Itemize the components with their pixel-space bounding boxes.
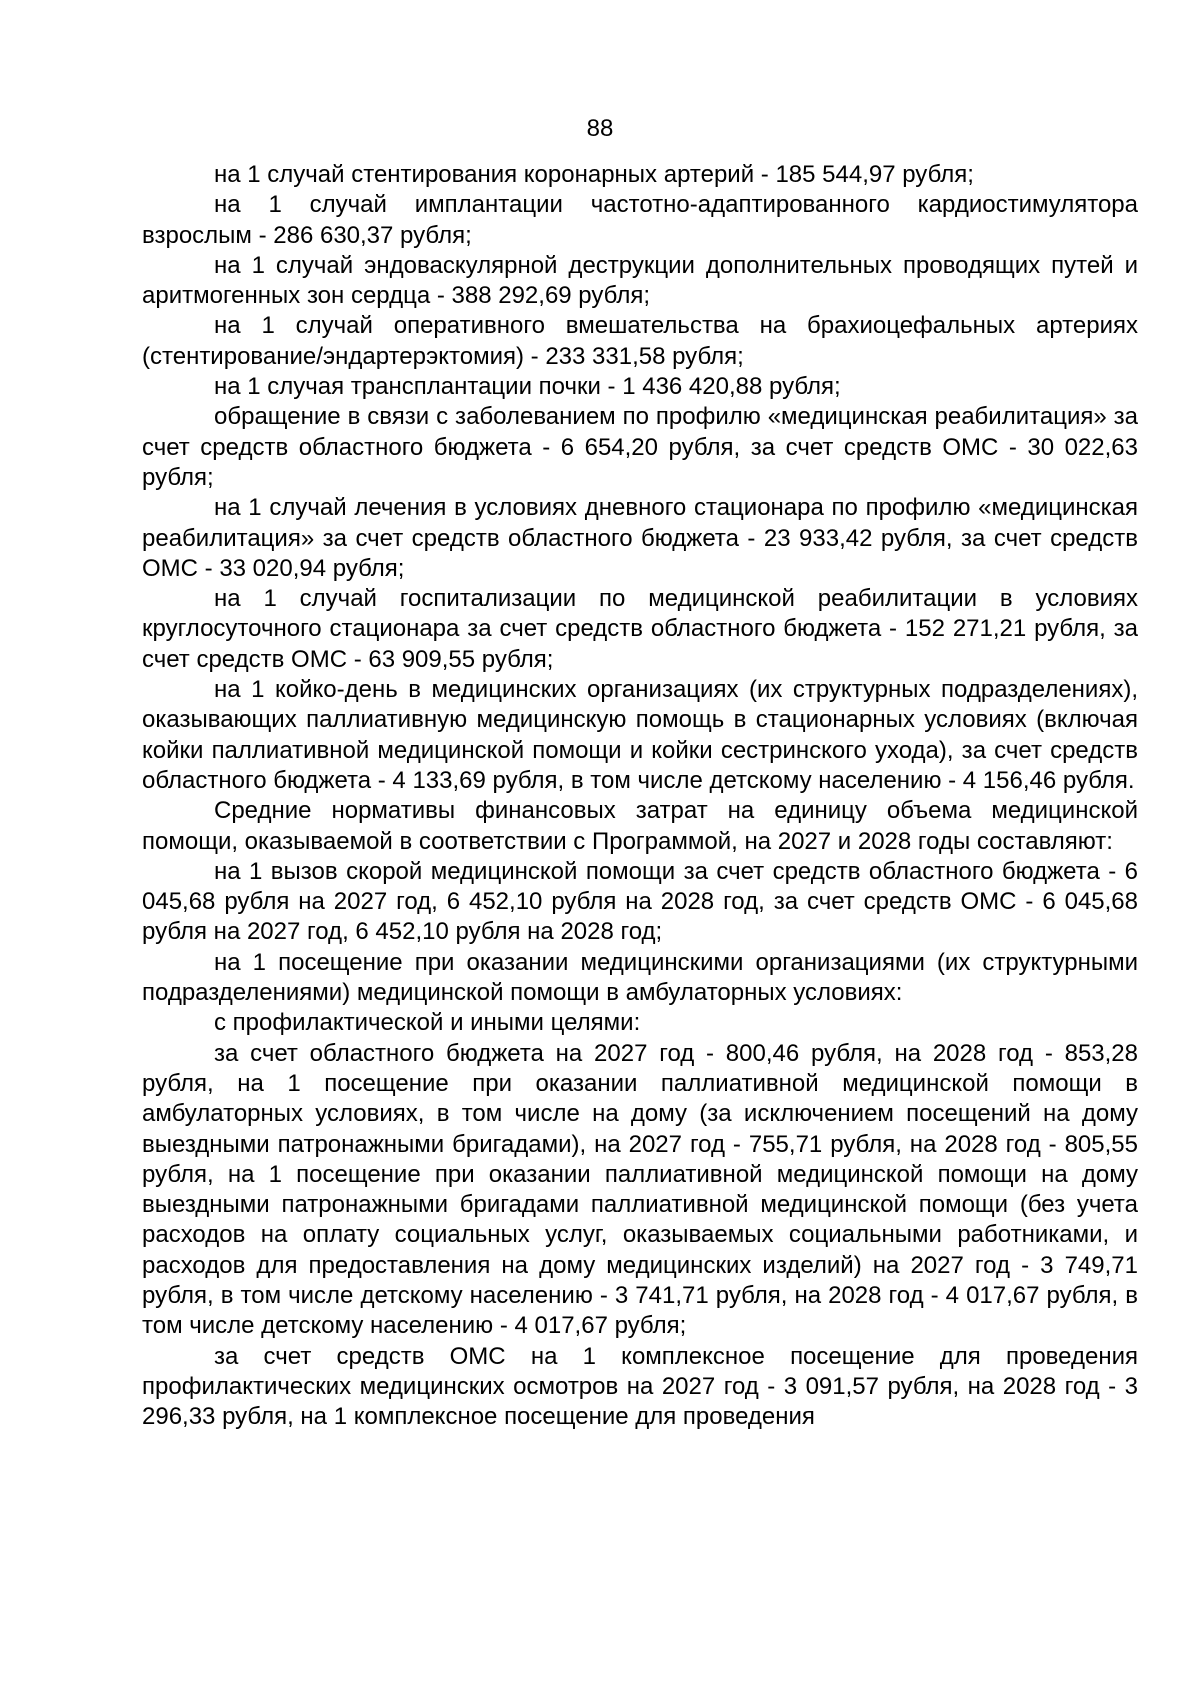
paragraph-brachiocephalic-surgery: на 1 случай оперативного вмешательства на брахиоцефальных артериях (стентирование/эндартерэктомия) - 233 331,58 рубля;	[142, 312, 1138, 370]
paragraph-palliative-bed-day: на 1 койко-день в медицинских организациях (их структурных подразделениях), оказывающих паллиативную медицинскую помощь в стационарных условиях (включая койки паллиативной медицинской помощи и койки сестринского ухода), за счет средств областного бюджета - 4 133,69 рубля, в том числе детскому населению - 4 156,46 рубля.	[142, 676, 1138, 794]
paragraph-day-hospital-rehabilitation: на 1 случай лечения в условиях дневного стационара по профилю «медицинская реабилитация» за счет средств областного бюджета - 23 933,42 рубля, за счет средств ОМС - 33 020,94 рубля;	[142, 494, 1138, 582]
paragraph-regional-budget-visits: за счет областного бюджета на 2027 год - 800,46 рубля, на 2028 год - 853,28 рубля, на 1 посещение при оказании паллиативной медицинской помощи в амбулаторных условиях, в том числе на дому (за исключением посещений на дому выездными патронажными бригадами), на 2027 год - 755,71 рубля, на 2028 год - 805,55 рубля, на 1 посещение при оказании паллиативной медицинской помощи на дому выездными патронажными бригадами паллиативной медицинской помощи (без учета расходов на оплату социальных услуг, оказываемых социальными работниками, и расходов для предоставления на дому медицинских изделий) на 2027 год - 3 749,71 рубля, в том числе детскому населению - 3 741,71 рубля, на 2028 год - 4 017,67 рубля, в том числе детскому населению - 4 017,67 рубля;	[142, 1039, 1138, 1340]
paragraph-rehabilitation-visit: обращение в связи с заболеванием по профилю «медицинская реабилитация» за счет средств областного бюджета - 6 654,20 рубля, за счет средств ОМС - 30 022,63 рубля;	[142, 403, 1138, 491]
paragraph-average-standards-intro: Средние нормативы финансовых затрат на единицу объема медицинской помощи, оказываемой в соответствии с Программой, на 2027 и 2028 годы составляют:	[142, 797, 1138, 855]
page-number: 88	[586, 115, 614, 142]
paragraph-ambulance-call: на 1 вызов скорой медицинской помощи за счет средств областного бюджета - 6 045,68 рубля на 2027 год, 6 452,10 рубля на 2028 год, за счет средств ОМС - 6 045,68 рубля на 2027 год, 6 452,10 рубля на 2028 год;	[142, 857, 1138, 946]
paragraph-coronary-stenting: на 1 случай стентирования коронарных артерий - 185 544,97 рубля;	[214, 161, 974, 188]
paragraph-outpatient-visit: на 1 посещение при оказании медицинскими организациями (их структурными подразделениями) медицинской помощи в амбулаторных условиях:	[142, 948, 1138, 1007]
paragraph-pacemaker-implantation: на 1 случай имплантации частотно-адаптированного кардиостимулятора взрослым - 286 630,37 рубля;	[142, 191, 1138, 249]
paragraph-oms-comprehensive-visit: за счет средств ОМС на 1 комплексное посещение для проведения профилактических медицинских осмотров на 2027 год - 3 091,57 рубля, на 2028 год - 3 296,33 рубля, на 1 комплексное посещение для проведения	[142, 1342, 1138, 1431]
paragraph-kidney-transplant: на 1 случая трансплантации почки - 1 436 420,88 рубля;	[214, 373, 841, 401]
document-body	[142, 160, 1138, 1432]
paragraph-endovascular-destruction: на 1 случай эндоваскулярной деструкции дополнительных проводящих путей и аритмогенных зон сердца - 388 292,69 рубля;	[142, 251, 1138, 310]
paragraph-inpatient-rehabilitation: на 1 случай госпитализации по медицинской реабилитации в условиях круглосуточного стационара за счет средств областного бюджета - 152 271,21 рубля, за счет средств ОМС - 63 909,55 рубля;	[142, 585, 1138, 673]
paragraph-preventive-purposes: с профилактической и иными целями:	[214, 1009, 641, 1037]
